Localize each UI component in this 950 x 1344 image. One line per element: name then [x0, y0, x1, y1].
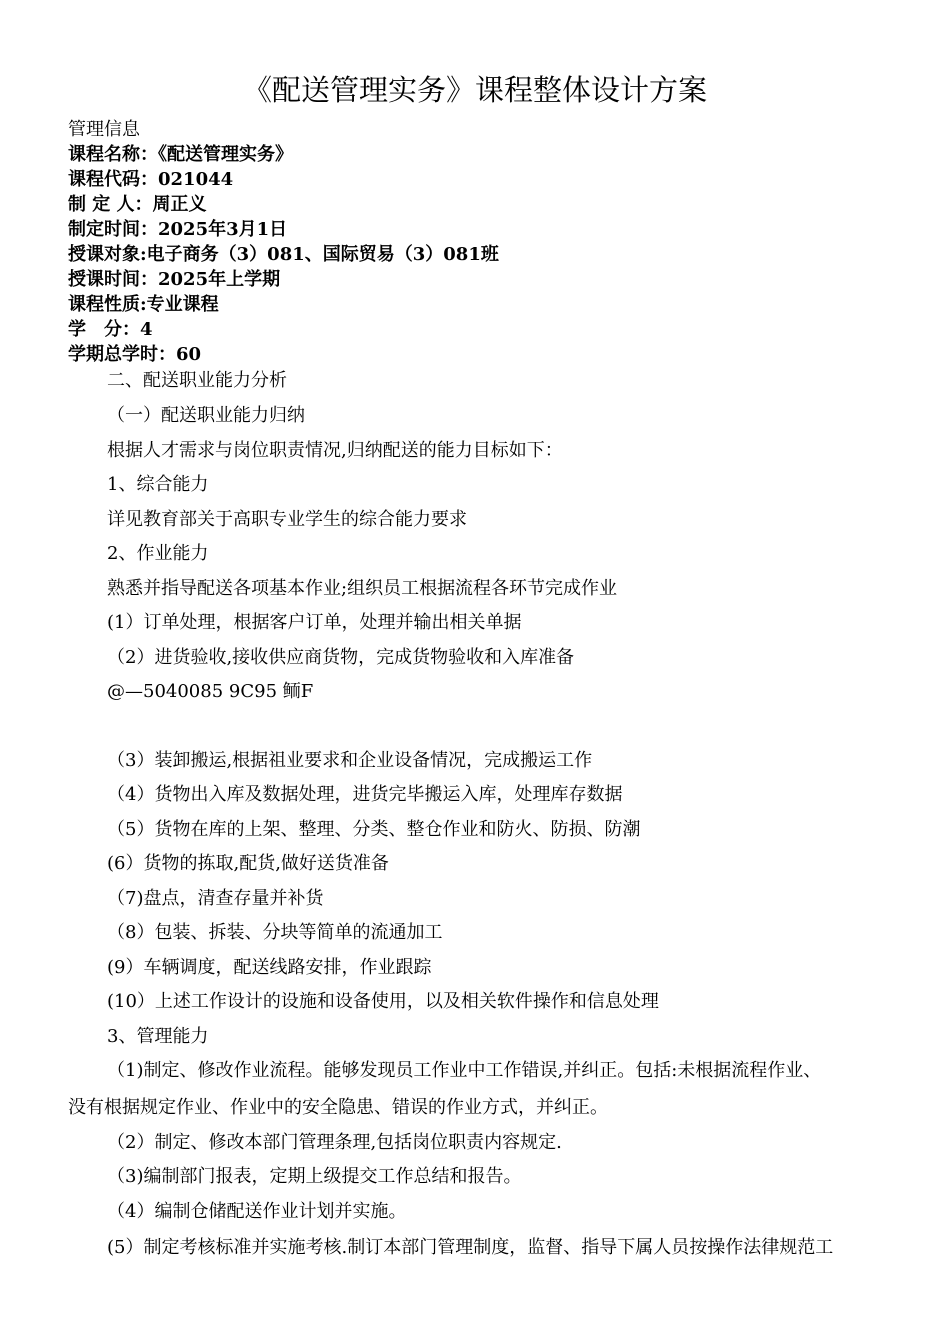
ability-1-title: 1、综合能力: [107, 474, 209, 495]
course-credits: 学 分：4: [68, 319, 153, 340]
subsection-heading: （一）配送职业能力归纳: [107, 405, 305, 426]
op-item: （3）装卸搬运,根据祖业要求和企业设备情况，完成搬运工作: [107, 750, 593, 771]
section-heading: 二、配送职业能力分析: [107, 370, 287, 391]
intro-paragraph: 根据人才需求与岗位职责情况,归纳配送的能力目标如下：: [107, 440, 563, 461]
document-title: 《配送管理实务》课程整体设计方案: [242, 73, 707, 107]
mgmt-item-continued: 没有根据规定作业、作业中的安全隐患、错误的作业方式，并纠正。: [68, 1097, 608, 1118]
course-author: 制 定 人：周正义: [68, 194, 207, 215]
op-item: （5）货物在库的上架、整理、分类、整仓作业和防火、防损、防潮: [107, 819, 641, 840]
op-item: （2）进货验收,接收供应商货物，完成货物验收和入库准备: [107, 647, 575, 668]
mgmt-item: （4）编制仓储配送作业计划并实施。: [107, 1201, 407, 1222]
info-heading: 管理信息: [68, 119, 140, 140]
op-item: （8）包装、拆装、分块等简单的流通加工: [107, 922, 443, 943]
course-date: 制定时间：2025年3月1日: [68, 219, 288, 240]
op-item: (9）车辆调度，配送线路安排，作业跟踪: [107, 957, 432, 978]
op-item: (1）订单处理，根据客户订单，处理并输出相关单据: [107, 612, 522, 633]
ability-3-title: 3、管理能力: [107, 1026, 209, 1047]
course-audience: 授课对象:电子商务（3）081、国际贸易（3）081班: [68, 244, 499, 265]
course-hours: 学期总学时：60: [68, 344, 202, 365]
ability-2-text: 熟悉并指导配送各项基本作业;组织员工根据流程各环节完成作业: [107, 578, 618, 599]
mgmt-item: （1)制定、修改作业流程。能够发现员工作业中工作错误,并纠正。包括:未根据流程作业、: [107, 1060, 822, 1081]
op-item: （4）货物出入库及数据处理，进货完毕搬运入库，处理库存数据: [107, 784, 623, 805]
mgmt-item: （2）制定、修改本部门管理条理,包括岗位职责内容规定.: [107, 1132, 562, 1153]
course-name: 课程名称：《配送管理实务》: [68, 144, 293, 165]
op-item: （7)盘点，清查存量并补货: [107, 888, 324, 909]
course-code: 课程代码：021044: [68, 169, 234, 190]
artifact-text: @—5040085 9C95 鲕F: [107, 681, 314, 702]
op-item: (6）货物的拣取,配货,做好送货准备: [107, 853, 389, 874]
op-item: (10）上述工作设计的设施和设备使用，以及相关软件操作和信息处理: [107, 991, 659, 1012]
course-term: 授课时间：2025年上学期: [68, 269, 281, 290]
mgmt-item: (5）制定考核标准并实施考核.制订本部门管理制度，监督、指导下属人员按操作法律规范工: [107, 1237, 834, 1258]
course-nature: 课程性质:专业课程: [68, 294, 219, 315]
ability-1-text: 详见教育部关于高职专业学生的综合能力要求: [107, 509, 467, 530]
mgmt-item: （3)编制部门报表，定期上级提交工作总结和报告。: [107, 1166, 522, 1187]
ability-2-title: 2、作业能力: [107, 543, 209, 564]
